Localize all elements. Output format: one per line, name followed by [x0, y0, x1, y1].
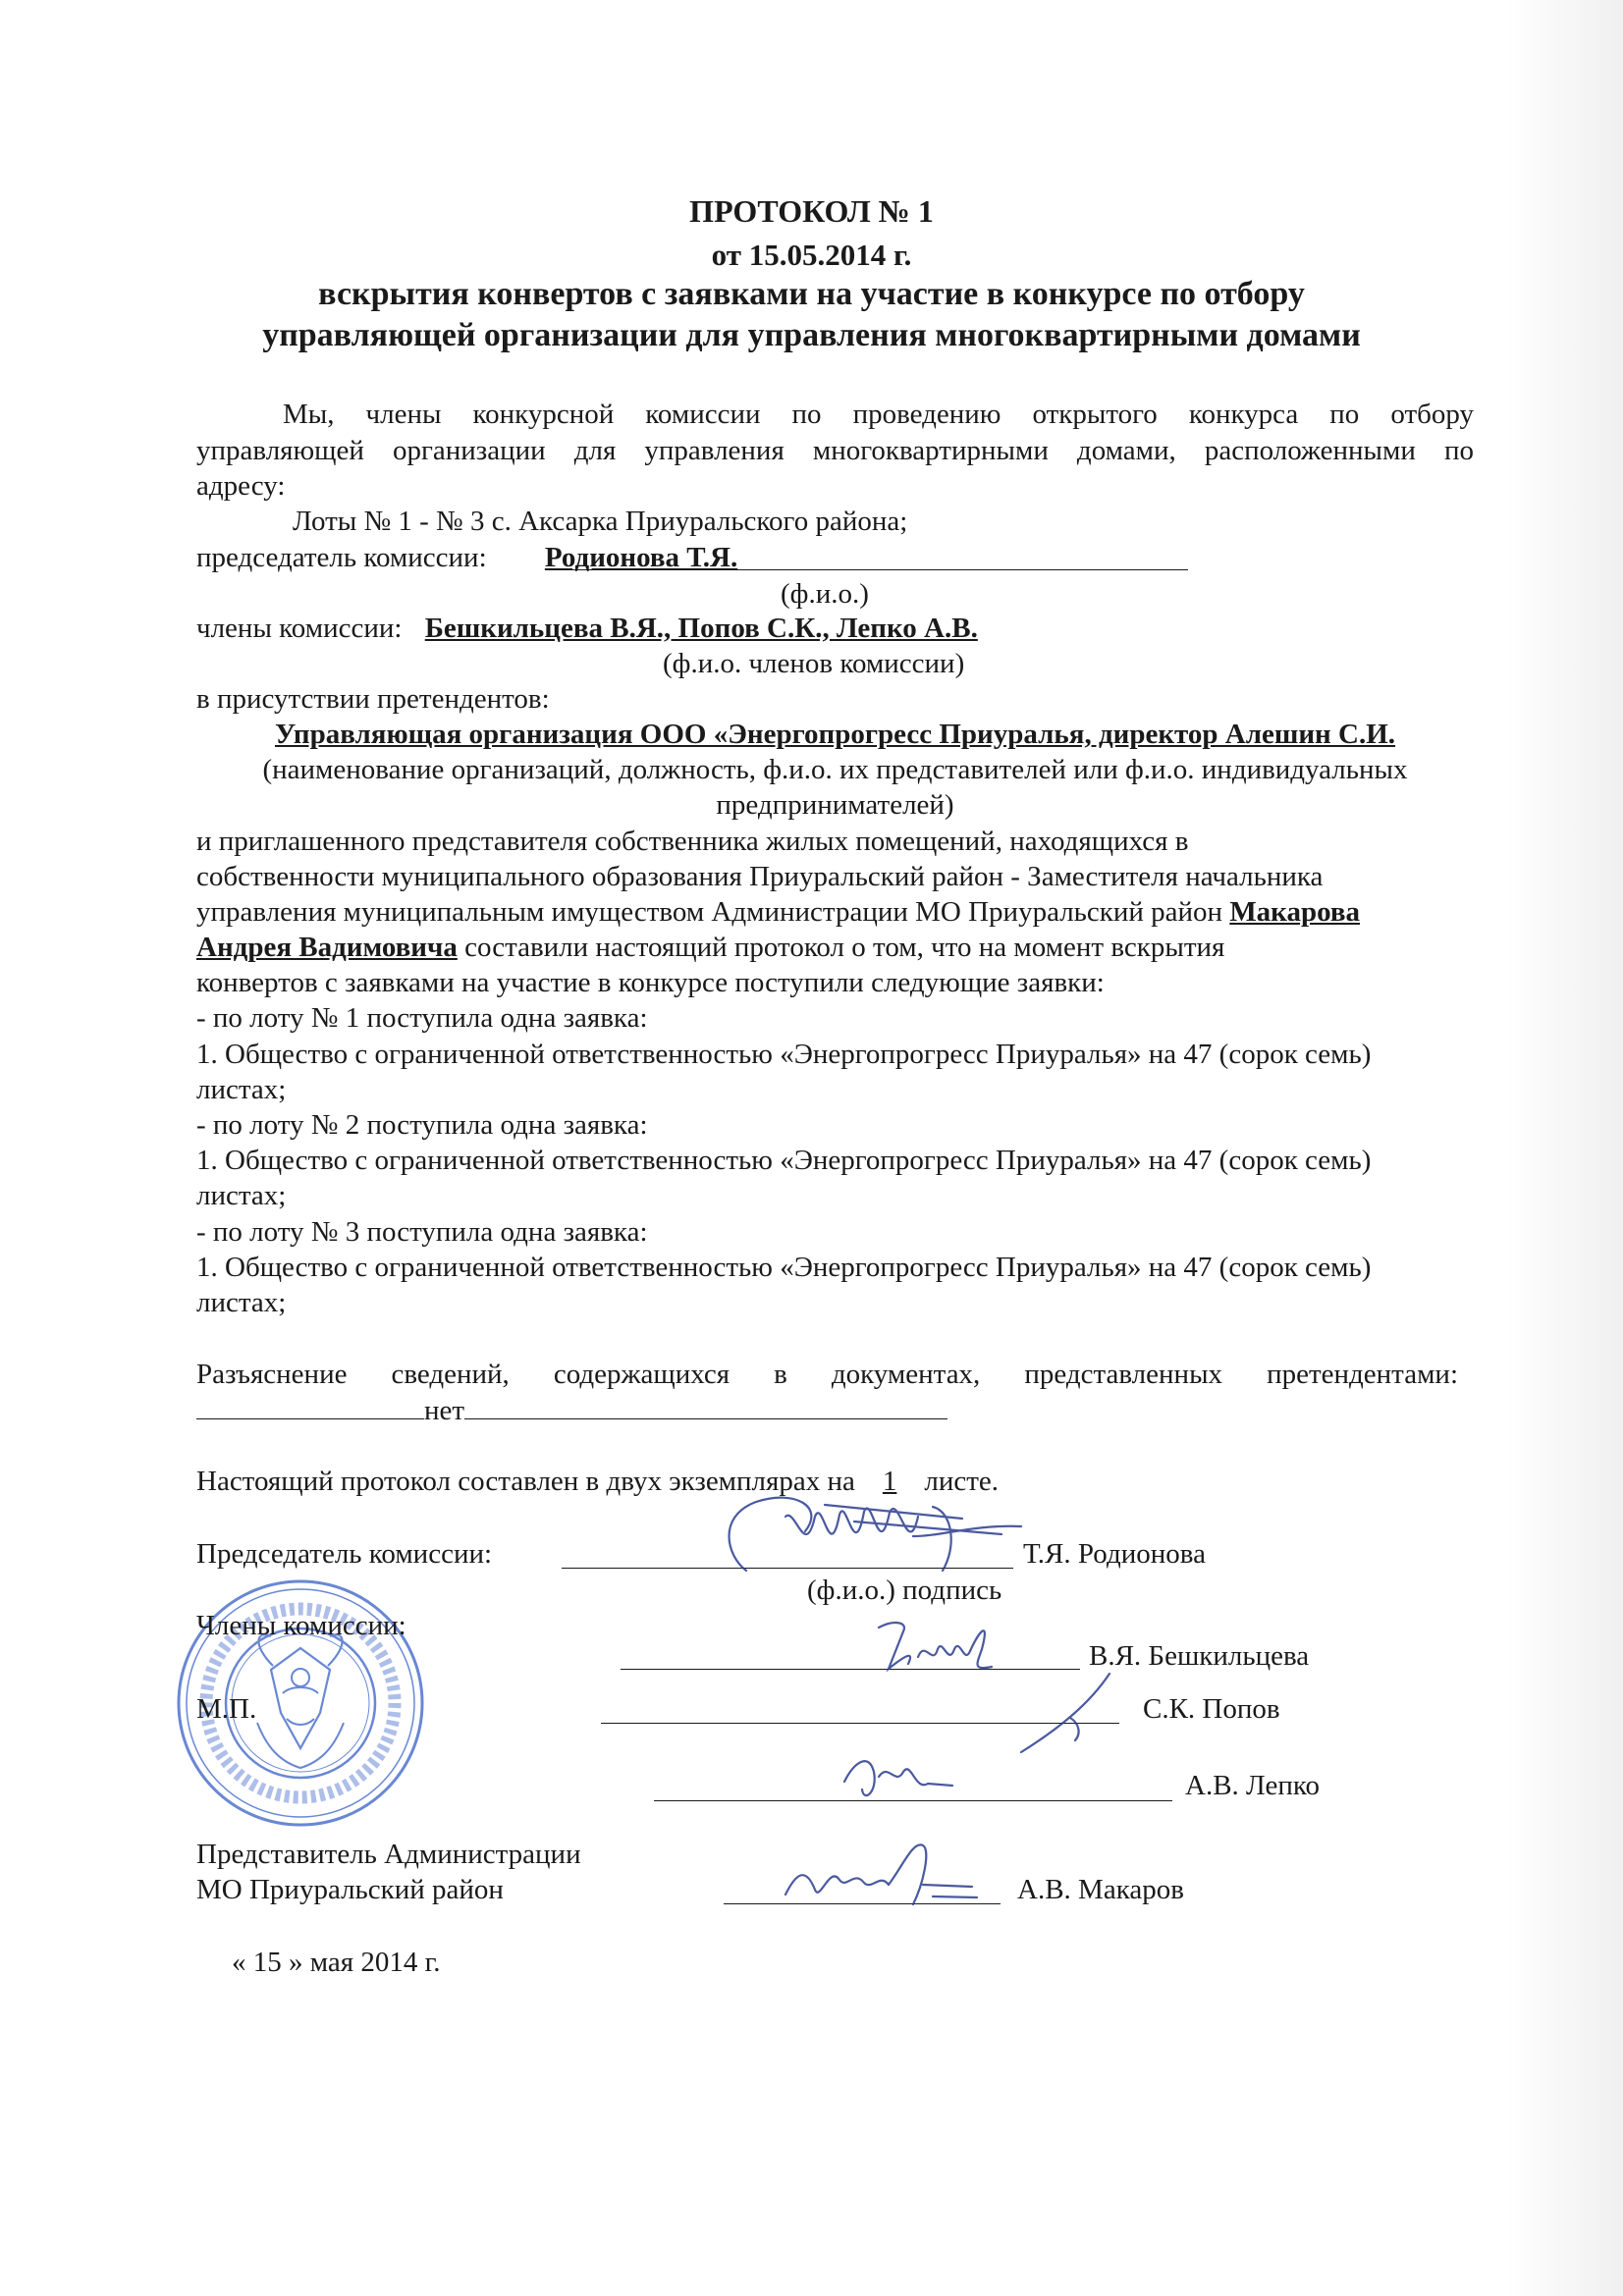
- sig-chair-name: Т.Я. Родионова: [1023, 1538, 1206, 1570]
- rep-name-part1: Макарова: [1229, 896, 1361, 928]
- applicant-org: Управляющая организация ООО «Энергопрогресс Приуралья, директор Алешин С.И.: [274, 719, 1396, 750]
- lot1-item-line2: листах;: [196, 1074, 287, 1105]
- member2-signature: [1001, 1664, 1129, 1762]
- members-row: [196, 612, 978, 645]
- lot2-header: - по лоту № 2 поступила одна заявка:: [196, 1109, 648, 1141]
- member3-signature: [835, 1742, 962, 1811]
- copies-text-after: листе.: [924, 1466, 1000, 1497]
- clarification-blank-left: [196, 1393, 424, 1419]
- rep-name-part2: Андрея Вадимовича: [196, 932, 458, 963]
- protocol-title: ПРОТОКОЛ № 1: [689, 193, 934, 229]
- applicants-label: в присутствии претендентов:: [196, 683, 550, 715]
- protocol-subject-line1: вскрытия конвертов с заявками на участие в конкурсе по отбору: [318, 276, 1305, 312]
- sig-rep-name: А.В. Макаров: [1017, 1874, 1184, 1905]
- sig-rep-label-line1: Представитель Администрации: [196, 1839, 581, 1870]
- body-line1: и приглашенного представителя собственника жилых помещений, находящихся в: [196, 826, 1189, 857]
- body-line4-rest: составили настоящий протокол о том, что на момент вскрытия: [457, 932, 1225, 963]
- intro-line1: Мы, члены конкурсной комиссии по проведению открытого конкурса по отбору: [283, 399, 1474, 430]
- intro-line3: адресу:: [196, 470, 286, 502]
- chair-label: председатель комиссии:: [196, 542, 487, 573]
- lot1-header: - по лоту № 1 поступила одна заявка:: [196, 1002, 648, 1034]
- chair-underline: [550, 569, 1188, 570]
- clarification-blank-right: [464, 1393, 947, 1419]
- sig-member2-name: С.К. Попов: [1143, 1693, 1280, 1725]
- lot3-header: - по лоту № 3 поступила одна заявка:: [196, 1216, 648, 1248]
- copies-sheets: 1: [882, 1466, 897, 1497]
- lot1-item-line1: 1. Общество с ограниченной ответственностью «Энергопрогресс Приуралья» на 47 (сорок семь): [196, 1039, 1372, 1070]
- sig-member1-name: В.Я. Бешкильцева: [1089, 1640, 1310, 1672]
- body-line4: [196, 931, 1224, 964]
- lots-address: Лоты № 1 - № 3 с. Аксарка Приуральского района;: [293, 506, 908, 537]
- members-names: Бешкильцева В.Я., Попов С.К., Лепко А.В.: [424, 613, 978, 644]
- footer-date: « 15 » мая 2014 г.: [232, 1947, 441, 1978]
- stamp-place: М.П.: [196, 1693, 257, 1725]
- protocol-subject-line2: управляющей организации для управления многоквартирными домами: [262, 317, 1361, 353]
- clarification-row: [196, 1393, 947, 1427]
- sig-rep-label-line2: МО Приуральский район: [196, 1874, 504, 1905]
- lot3-item-line1: 1. Общество с ограниченной ответственностью «Энергопрогресс Приуралья» на 47 (сорок семь): [196, 1252, 1372, 1283]
- representative-signature: [776, 1826, 982, 1914]
- chair-caption: (ф.и.о.): [781, 578, 869, 610]
- applicants-caption-line1: (наименование организаций, должность, ф.и.о. их представителей или ф.и.о. индивидуальных: [262, 754, 1408, 785]
- protocol-date: от 15.05.2014 г.: [711, 238, 912, 272]
- copies-text-before: Настоящий протокол составлен в двух экземплярах на: [196, 1466, 855, 1497]
- intro-line2: управляющей организации для управления многоквартирными домами, расположенными по: [196, 435, 1474, 466]
- members-label: члены комиссии:: [196, 613, 403, 644]
- body-line5: конвертов с заявками на участие в конкурсе поступили следующие заявки:: [196, 967, 1105, 998]
- members-caption: (ф.и.о. членов комиссии): [663, 648, 965, 679]
- applicants-caption-line2: предпринимателей): [716, 789, 954, 821]
- body-line3: [196, 895, 1360, 929]
- clarification-text: Разъяснение сведений, содержащихся в документах, представленных претендентами:: [196, 1359, 1458, 1390]
- body-line2: собственности муниципального образования Приуральский район - Заместителя начальника: [196, 861, 1324, 892]
- lot2-item-line1: 1. Общество с ограниченной ответственностью «Энергопрогресс Приуралья» на 47 (сорок семь): [196, 1145, 1372, 1176]
- lot3-item-line2: листах;: [196, 1287, 287, 1318]
- sig-members-label: Члены комиссии:: [196, 1610, 406, 1641]
- member1-signature: [864, 1610, 1001, 1679]
- sig-chair-label: Председатель комиссии:: [196, 1538, 493, 1570]
- chair-name: Родионова Т.Я.: [544, 542, 738, 573]
- lot2-item-line2: листах;: [196, 1180, 287, 1211]
- sig-chair-caption: (ф.и.о.) подпись: [807, 1575, 1002, 1606]
- chair-signature: [707, 1477, 1031, 1585]
- clarification-value: нет: [424, 1395, 465, 1426]
- body-line3-text: управления муниципальным имуществом Администрации МО Приуральский район: [196, 896, 1223, 928]
- sig-member3-name: А.В. Лепко: [1185, 1770, 1321, 1801]
